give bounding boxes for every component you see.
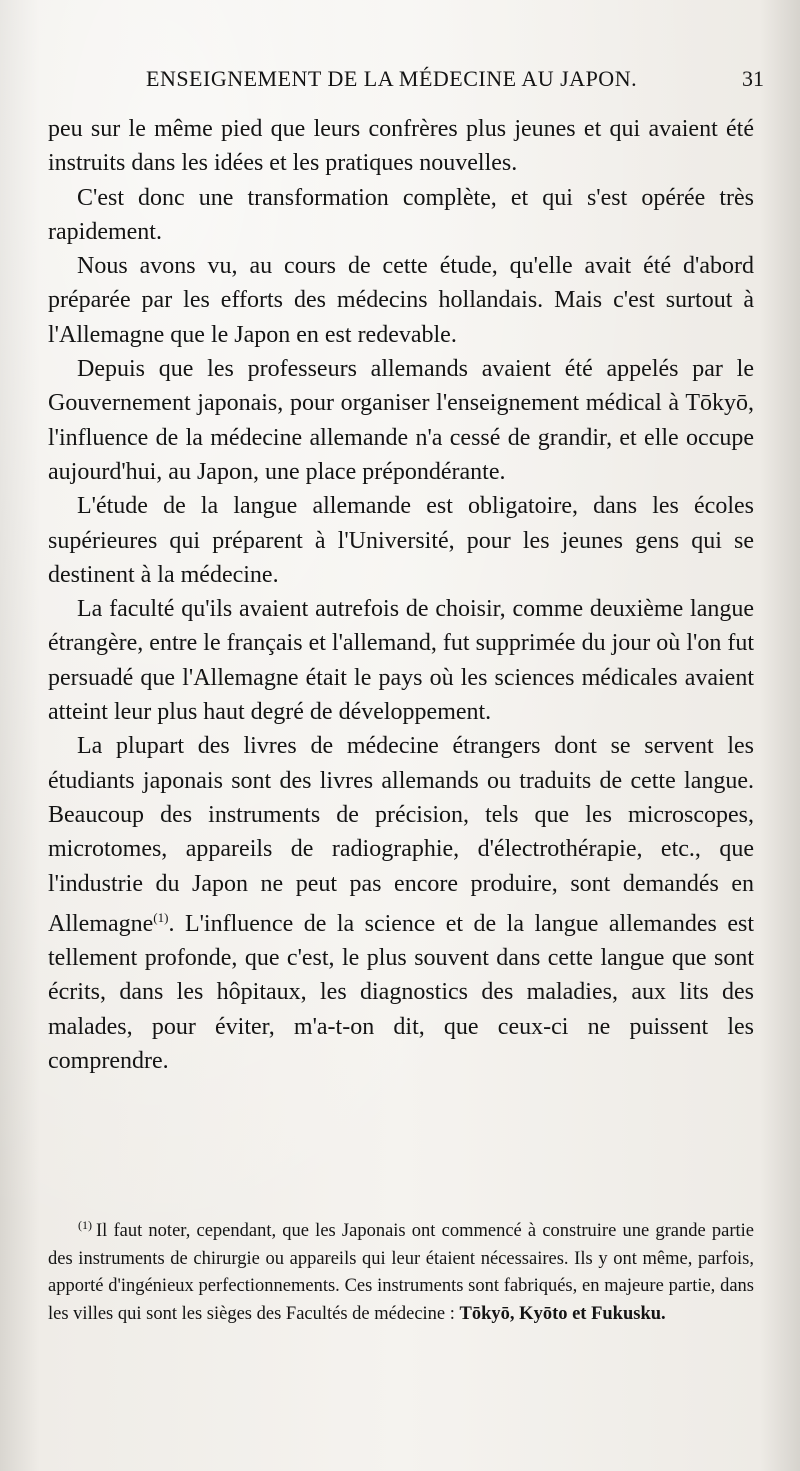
paragraph-with-note (48, 729, 754, 1078)
paragraph-text: La plupart des livres de médecine étrangers dont se servent les étudiants japonais sont des livres allemands ou traduits de cette langue. Beaucoup des instruments de précision, tels que les microscopes, microtomes, appareils de radiographie, d'électrothérapie, etc., que l'industrie du Japon ne peut pas encore produire, sont demandés en Allemagne (48, 733, 754, 937)
page-number: 31 (742, 66, 764, 91)
footnote-reference: (1) (153, 909, 169, 925)
paragraph: peu sur le même pied que leurs confrères plus jeunes et qui avaient été instruits dans les idées et les pratiques nouvelles. (48, 116, 754, 177)
page-header (48, 66, 768, 102)
footnote (48, 1212, 754, 1328)
paragraph: L'étude de la langue allemande est obligatoire, dans les écoles supérieures qui préparent à l'Université, pour les jeunes gens qui se destinent à la médecine. (48, 493, 754, 588)
footnote-mark: (1) (78, 1218, 92, 1232)
body-text (48, 112, 754, 1078)
running-title: ENSEIGNEMENT DE LA MÉDECINE AU JAPON. (146, 66, 638, 91)
footnote-cities: Tōkyō, Kyōto et Fukusku. (459, 1303, 666, 1324)
footnote-text: Il faut noter, cependant, que les Japonais ont commencé à construire une grande partie des instruments de chirurgie ou appareils qui leur étaient nécessaires. Ils y ont même, parfois, apporté d'ingénieux perfectionnements. Ces instruments sont fabriqués, en majeure partie, dans les villes qui sont les sièges des Facultés de médecine : (48, 1221, 754, 1324)
paragraph: Depuis que les professeurs allemands avaient été appelés par le Gouvernement japonais, pour organiser l'enseignement médical à Tōkyō, l'influence de la médecine allemande n'a cessé de grandir, et elle occupe aujourd'hui, au Japon, une place prépondérante. (48, 356, 754, 485)
paragraph-text: . L'influence de la science et de la langue allemandes est tellement profonde, que c'est, le plus souvent dans cette langue que sont écrits, dans les hôpitaux, les diagnostics des maladies, aux lits des malades, pour éviter, m'a-t-on dit, que ceux-ci ne puissent les comprendre. (48, 910, 754, 1075)
paragraph: Nous avons vu, au cours de cette étude, qu'elle avait été d'abord préparée par les efforts des médecins hollandais. Mais c'est surtout à l'Allemagne que le Japon en est redevable. (48, 253, 754, 348)
paragraph: La faculté qu'ils avaient autrefois de choisir, comme deuxième langue étrangère, entre le français et l'allemand, fut supprimée du jour où l'on fut persuadé que l'Allemagne était le pays où les sciences médicales avaient atteint leur plus haut degré de développement. (48, 596, 754, 726)
paragraph: C'est donc une transformation complète, et qui s'est opérée très rapidement. (48, 184, 754, 245)
footnote-paragraph (48, 1212, 754, 1328)
